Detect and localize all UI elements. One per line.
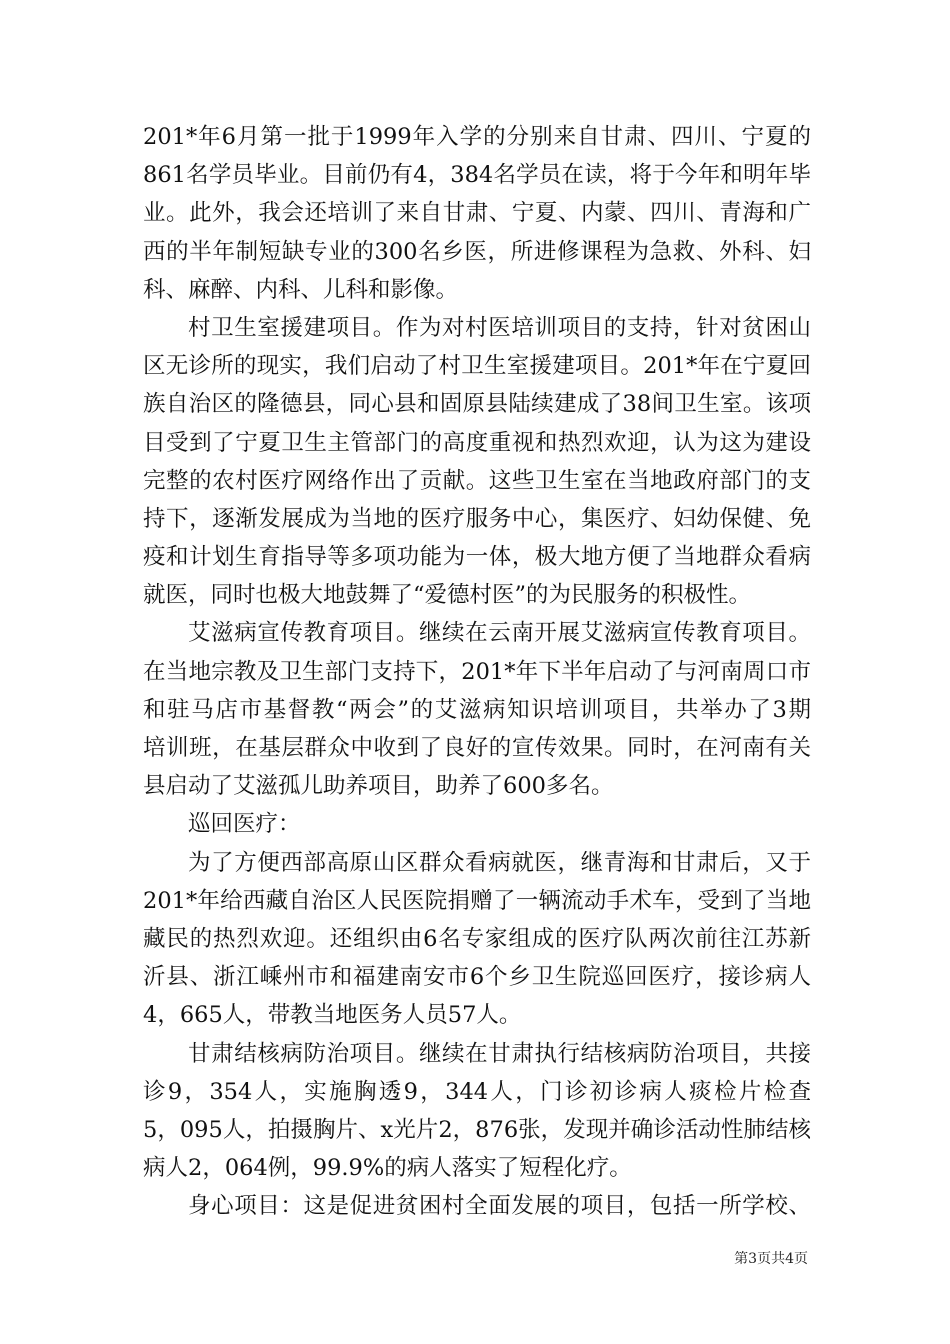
text-line: 族自治区的隆德县，同心县和固原县陆续建成了38间卫生室。该项 (143, 391, 811, 418)
text-line: 在当地宗教及卫生部门支持下，201*年下半年启动了与河南周口市 (143, 658, 811, 685)
text-line: 4，665人，带教当地医务人员57人。 (143, 1002, 522, 1029)
paragraph-first-line: 身心项目：这是促进贫困村全面发展的项目，包括一所学校、 (188, 1193, 811, 1220)
text-line: 沂县、浙江嵊州市和福建南安市6个乡卫生院巡回医疗，接诊病人 (143, 964, 811, 991)
text-line: 诊9，354人，实施胸透9，344人，门诊初诊病人痰检片检查 (143, 1078, 811, 1105)
text-line: 就医，同时也极大地鼓舞了“爱德村医”的为民服务的积极性。 (143, 582, 752, 609)
text-line: 培训班，在基层群众中收到了良好的宣传效果。同时，在河南有关 (143, 735, 811, 761)
paragraph-first-line: 为了方便西部高原山区群众看病就医，继青海和甘肃后，又于 (188, 849, 811, 876)
paragraph-first-line: 甘肃结核病防治项目。继续在甘肃执行结核病防治项目，共接 (188, 1040, 811, 1067)
text-line: 业。此外，我会还培训了来自甘肃、宁夏、内蒙、四川、青海和广 (143, 200, 811, 227)
document-body (143, 118, 811, 1225)
text-line: 完整的农村医疗网络作出了贡献。这些卫生室在当地政府部门的支 (143, 467, 811, 494)
page-number: 第3页共4页 (734, 1251, 808, 1267)
text-line: 西的半年制短缺专业的300名乡医，所进修课程为急救、外科、妇 (143, 238, 811, 265)
text-line: 区无诊所的现实，我们启动了村卫生室援建项目。201*年在宁夏回 (143, 353, 811, 380)
section-heading: 巡回医疗： (188, 811, 301, 838)
text-line: 目受到了宁夏卫生主管部门的高度重视和热烈欢迎，认为这为建设 (143, 429, 811, 456)
text-line: 疫和计划生育指导等多项功能为一体，极大地方便了当地群众看病 (143, 544, 811, 571)
text-line: 县启动了艾滋孤儿助养项目，助养了600多名。 (143, 773, 614, 800)
text-line: 861名学员毕业。目前仍有4，384名学员在读，将于今年和明年毕 (143, 162, 811, 189)
text-line: 201*年给西藏自治区人民医院捐赠了一辆流动手术车，受到了当地 (143, 887, 811, 914)
text-line: 病人2，064例，99.9%的病人落实了短程化疗。 (143, 1155, 632, 1182)
text-line: 5，095人，拍摄胸片、x光片2，876张，发现并确诊活动性肺结核 (143, 1116, 811, 1143)
text-line: 科、麻醉、内科、儿科和影像。 (143, 276, 459, 303)
text-line: 持下，逐渐发展成为当地的医疗服务中心，集医疗、妇幼保健、免 (143, 505, 811, 532)
paragraph-first-line: 艾滋病宣传教育项目。继续在云南开展艾滋病宣传教育项目。 (188, 620, 811, 647)
text-line: 201*年6月第一批于1999年入学的分别来自甘肃、四川、宁夏的 (143, 124, 811, 150)
text-line: 藏民的热烈欢迎。还组织由6名专家组成的医疗队两次前往江苏新 (143, 925, 811, 952)
text-line: 和驻马店市基督教“两会”的艾滋病知识培训项目，共举办了3期 (143, 696, 811, 723)
paragraph-first-line: 村卫生室援建项目。作为对村医培训项目的支持，针对贫困山 (188, 314, 811, 341)
